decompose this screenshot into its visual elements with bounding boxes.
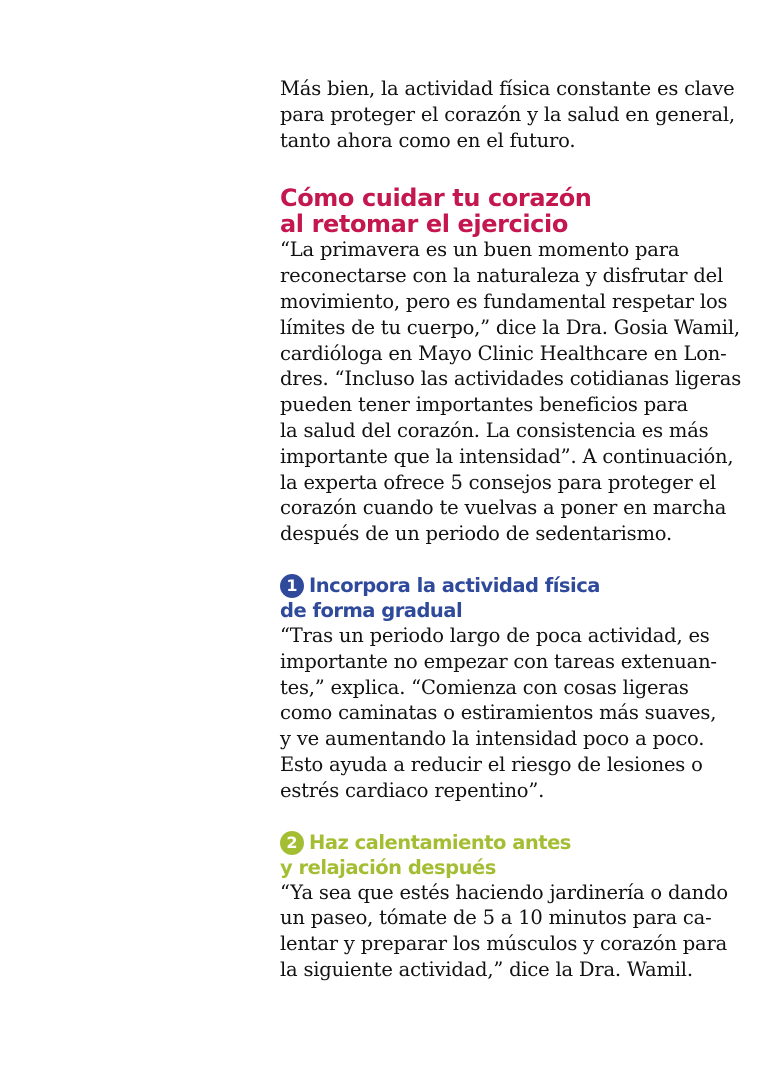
- heading-line: Cómo cuidar tu corazón: [280, 184, 592, 213]
- text-line: “Tras un periodo largo de poca actividad, es: [280, 623, 710, 647]
- text-line: importante que la intensidad”. A continuación,: [280, 444, 734, 468]
- section-paragraph: [280, 237, 742, 547]
- text-line: la siguiente actividad,” dice la Dra. Wamil.: [280, 957, 693, 981]
- text-line: lentar y preparar los músculos y corazón para: [280, 932, 728, 956]
- text-line: dres. “Incluso las actividades cotidianas ligeras: [280, 367, 742, 391]
- text-line: cardióloga en Mayo Clinic Healthcare en Lon-: [280, 341, 727, 365]
- text-line: como caminatas o estiramientos más suaves,: [280, 701, 717, 725]
- text-line: tanto ahora como en el futuro.: [280, 128, 576, 152]
- text-line: y ve aumentando la intensidad poco a poco.: [280, 727, 705, 751]
- text-line: estrés cardiaco repentino”.: [280, 778, 545, 802]
- text-line: corazón cuando te vuelvas a poner en marcha: [280, 496, 727, 520]
- heading-line: [280, 573, 730, 598]
- text-line: Más bien, la actividad física constante es clave: [280, 77, 735, 100]
- heading-line: [280, 830, 730, 855]
- tip-1-paragraph: [280, 623, 730, 804]
- text-line: la salud del corazón. La consistencia es más: [280, 418, 709, 442]
- text-line: para proteger el corazón y la salud en general,: [280, 102, 735, 126]
- text-line: un paseo, tómate de 5 a 10 minutos para ca-: [280, 906, 712, 930]
- section-heading: [280, 185, 730, 237]
- heading-text: Incorpora la actividad física: [309, 573, 600, 597]
- text-line: después de un periodo de sedentarismo.: [280, 522, 672, 546]
- text-line: tes,” explica. “Comienza con cosas ligeras: [280, 675, 689, 699]
- tip-2-heading: [280, 830, 730, 880]
- text-line: pueden tener importantes beneficios para: [280, 393, 688, 417]
- text-line: la experta ofrece 5 consejos para proteger el: [280, 470, 716, 494]
- heading-line: y relajación después: [280, 855, 496, 879]
- article-column: [280, 76, 742, 983]
- tip-1-heading: [280, 573, 730, 623]
- heading-line: de forma gradual: [280, 598, 463, 622]
- text-line: reconectarse con la naturaleza y disfrutar del: [280, 264, 724, 288]
- text-line: importante no empezar con tareas extenuan-: [280, 649, 717, 673]
- text-line: “Ya sea que estés haciendo jardinería o dando: [280, 880, 728, 904]
- tip-2-paragraph: [280, 880, 730, 983]
- intro-paragraph: [280, 76, 735, 153]
- heading-line: al retomar el ejercicio: [280, 210, 568, 239]
- text-line: Esto ayuda a reducir el riesgo de lesiones o: [280, 752, 703, 776]
- heading-text: Haz calentamiento antes: [309, 830, 571, 854]
- text-line: movimiento, pero es fundamental respetar los: [280, 289, 728, 313]
- number-1-badge: 1: [280, 574, 304, 598]
- text-line: límites de tu cuerpo,” dice la Dra. Gosia Wamil,: [280, 315, 740, 339]
- text-line: “La primavera es un buen momento para: [280, 238, 680, 262]
- number-2-badge: 2: [280, 831, 304, 855]
